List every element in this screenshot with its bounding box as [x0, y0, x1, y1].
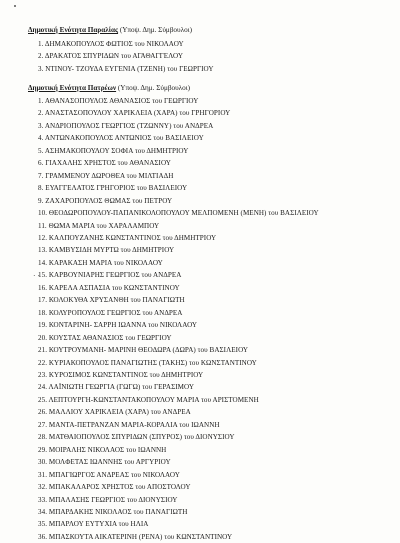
- candidate-list-paralia: [38, 38, 214, 75]
- list-item: 6. ΓΙΑΧΑΛΗΣ ΧΡΗΣΤΟΣ του ΑΘΑΝΑΣΙΟΥ: [38, 159, 171, 168]
- list-item: 30. ΜΟΛΦΕΤΑΣ ΙΩΑΝΝΗΣ του ΑΡΓΥΡΙΟΥ: [38, 458, 171, 467]
- list-item: 13. ΚΑΜΒΥΣΙΔΗ ΜΥΡΤΩ του ΔΗΜΗΤΡΙΟΥ: [38, 246, 175, 255]
- section-note: (Υποψ. Δημ. Σύμβουλοι): [117, 84, 191, 92]
- list-item: 12. ΚΑΛΠΟΥΖΑΝΗΣ ΚΩΝΣΤΑΝΤΙΝΟΣ του ΔΗΜΗΤΡΙΟΥ: [38, 233, 217, 242]
- list-item: 9. ΖΑΧΑΡΟΠΟΥΛΟΣ ΘΩΜΑΣ του ΠΕΤΡΟΥ: [38, 196, 173, 205]
- list-item: 16. ΚΑΡΕΛΑ ΑΣΠΑΣΙΑ του ΚΩΝΣΤΑΝΤΙΝΟΥ: [38, 283, 180, 292]
- list-item: 2. ΑΝΑΣΤΑΣΟΠΟΥΛΟΥ ΧΑΡΙΚΛΕΙΑ (ΧΑΡΑ) του ΓΡΗΓΟΡΙΟΥ: [38, 109, 231, 118]
- list-item: 1. ΑΘΑΝΑΣΟΠΟΥΛΟΣ ΑΘΑΝΑΣΙΟΣ του ΓΕΩΡΓΙΟΥ: [38, 97, 199, 105]
- list-item: 24. ΛΑΪΝΙΩΤΗ ΓΕΩΡΓΙΑ (ΓΩΓΩ) του ΓΕΡΑΣΙΜΟΥ: [38, 383, 195, 392]
- list-item: 8. ΕΥΑΓΓΕΛΑΤΟΣ ΓΡΗΓΟΡΙΟΣ του ΒΑΣΙΛΕΙΟΥ: [38, 184, 188, 193]
- list-item: 33. ΜΠΑΛΑΣΗΣ ΓΕΩΡΓΙΟΣ του ΔΙΟΝΥΣΙΟΥ: [38, 495, 178, 504]
- list-item: 5. ΑΣΗΜΑΚΟΠΟΥΛΟΥ ΣΟΦΙΑ του ΔΗΜΗΤΡΙΟΥ: [38, 146, 189, 155]
- scan-speck: [14, 5, 16, 7]
- list-item: 17. ΚΟΛΟΚΥΘΑ ΧΡΥΣΑΝΘΗ του ΠΑΝΑΓΙΩΤΗ: [38, 296, 185, 305]
- list-item: 27. ΜΑΝΤΑ-ΠΕΤΡΑΝΖΑΝ ΜΑΡΙΑ-ΚΟΡΑΛΙΑ του ΙΩΑΝΝΗ: [38, 420, 220, 429]
- list-item: 19. ΚΟΝΤΑΡΙΝΗ- ΣΑΡΡΗ ΙΩΑΝΝΑ του ΝΙΚΟΛΑΟΥ: [38, 321, 198, 330]
- section-heading-paralia: [28, 26, 192, 35]
- list-item: 7. ΓΡΑΜΜΕΝΟΥ ΔΩΡΟΘΕΑ του ΜΙΛΤΙΑΔΗ: [38, 171, 174, 180]
- list-item: 35. ΜΠΑΡΛΟΥ ΕΥΤΥΧΙΑ του ΗΛΙΑ: [38, 520, 149, 529]
- list-item: 21. ΚΟΥΤΡΟΥΜΑΝΗ- ΜΑΡΙΝΗ ΘΕΟΔΩΡΑ (ΔΩΡΑ) του ΒΑΣΙΛΕΙΟΥ: [38, 346, 249, 355]
- list-item: 3. ΝΤΙΝΟΥ- ΤΖΟΥΔΑ ΕΥΓΕΝΙΑ (ΤΖΕΝΗ) του ΓΕΩΡΓΙΟΥ: [38, 64, 214, 73]
- list-item: 26. ΜΑΛΛΙΟΥ ΧΑΡΙΚΛΕΙΑ (ΧΑΡΑ) του ΑΝΔΡΕΑ: [38, 408, 191, 417]
- section-title: Δημοτική Ενότητα Παραλίας: [28, 26, 119, 34]
- handwritten-mark: · ·: [33, 272, 40, 280]
- list-item: 1. ΔΗΜΑΚΟΠΟΥΛΟΣ ΦΩΤΙΟΣ του ΝΙΚΟΛΑΟΥ: [38, 40, 184, 48]
- candidate-list-patrea: [38, 95, 319, 543]
- list-item: 15. ΚΑΡΒΟΥΝΙΑΡΗΣ ΓΕΩΡΓΙΟΣ του ΑΝΔΡΕΑ: [38, 271, 182, 280]
- list-item: 18. ΚΟΛΥΡΟΠΟΥΛΟΣ ΓΕΩΡΓΙΟΣ του ΑΝΔΡΕΑ: [38, 308, 183, 317]
- list-item: 11. ΘΩΜΑ ΜΑΡΙΑ του ΧΑΡΑΛΑΜΠΟΥ: [38, 221, 160, 230]
- list-item: 3. ΑΝΔΡΙΟΠΟΥΛΟΣ ΓΕΩΡΓΙΟΣ (ΤΖΩΝΝΥ) του ΑΝΔΡΕΑ: [38, 121, 214, 130]
- section-note: (Υποψ. Δημ. Σύμβουλοι): [119, 26, 192, 34]
- list-item: 22. ΚΥΡΙΑΚΟΠΟΥΛΟΣ ΠΑΝΑΓΙΩΤΗΣ (ΤΑΚΗΣ) του ΚΩΝΣΤΑΝΤΙΝΟΥ: [38, 358, 257, 367]
- list-item: 25. ΛΕΠΤΟΥΡΓΗ-ΚΩΝΣΤΑΝΤΑΚΟΠΟΥΛΟΥ ΜΑΡΙΑ του ΑΡΙΣΤΟΜΕΝΗ: [38, 395, 259, 404]
- list-item: 28. ΜΑΤΘΑΙΟΠΟΥΛΟΣ ΣΠΥΡΙΔΩΝ (ΣΠΥΡΟΣ) του ΔΙΟΝΥΣΙΟΥ: [38, 433, 235, 442]
- list-item: 31. ΜΠΑΓΙΩΡΓΟΣ ΑΝΔΡΕΑΣ του ΝΙΚΟΛΑΟΥ: [38, 470, 180, 479]
- list-item: 2. ΔΡΑΚΑΤΟΣ ΣΠΥΡΙΔΩΝ του ΑΓΑΘΑΓΓΕΛΟΥ: [38, 52, 184, 61]
- list-item: 4. ΑΝΤΩΝΑΚΟΠΟΥΛΟΣ ΑΝΤΩΝΙΟΣ του ΒΑΣΙΛΕΙΟΥ: [38, 134, 204, 143]
- list-item: 20. ΚΟΥΣΤΑΣ ΑΘΑΝΑΣΙΟΣ του ΓΕΩΡΓΙΟΥ: [38, 333, 172, 342]
- list-item: 14. ΚΑΡΑΚΑΣΗ ΜΑΡΙΑ του ΝΙΚΟΛΑΟΥ: [38, 258, 163, 267]
- section-heading-patrea: [28, 84, 190, 93]
- list-item: 23. ΚΥΡΟΣΙΜΟΣ ΚΩΝΣΤΑΝΤΙΝΟΣ του ΔΗΜΗΤΡΙΟΥ: [38, 370, 204, 379]
- list-item: 32. ΜΠΑΚΑΛΑΡΟΣ ΧΡΗΣΤΟΣ του ΑΠΟΣΤΟΛΟΥ: [38, 483, 191, 492]
- list-item: 34. ΜΠΑΡΔΑΚΗΣ ΝΙΚΟΛΑΟΣ του ΠΑΝΑΓΙΩΤΗ: [38, 507, 188, 516]
- list-item: 36. ΜΠΑΣΚΟΥΤΑ ΑΙΚΑΤΕΡΙΝΗ (ΡΕΝΑ) του ΚΩΝΣΤΑΝΤΙΝΟΥ: [38, 532, 233, 541]
- list-item: 29. ΜΟΙΡΑΛΗΣ ΝΙΚΟΛΑΟΣ του ΙΩΑΝΝΗ: [38, 445, 167, 454]
- list-item: 10. ΘΕΟΔΩΡΟΠΟΥΛΟΥ-ΠΑΠΑΝΙΚΟΛΟΠΟΥΛΟΥ ΜΕΛΠΟΜΕΝΗ (ΜΕΝΗ) του ΒΑΣΙΛΕΙΟΥ: [38, 209, 319, 218]
- section-title: Δημοτική Ενότητα Πατρέων: [28, 84, 117, 92]
